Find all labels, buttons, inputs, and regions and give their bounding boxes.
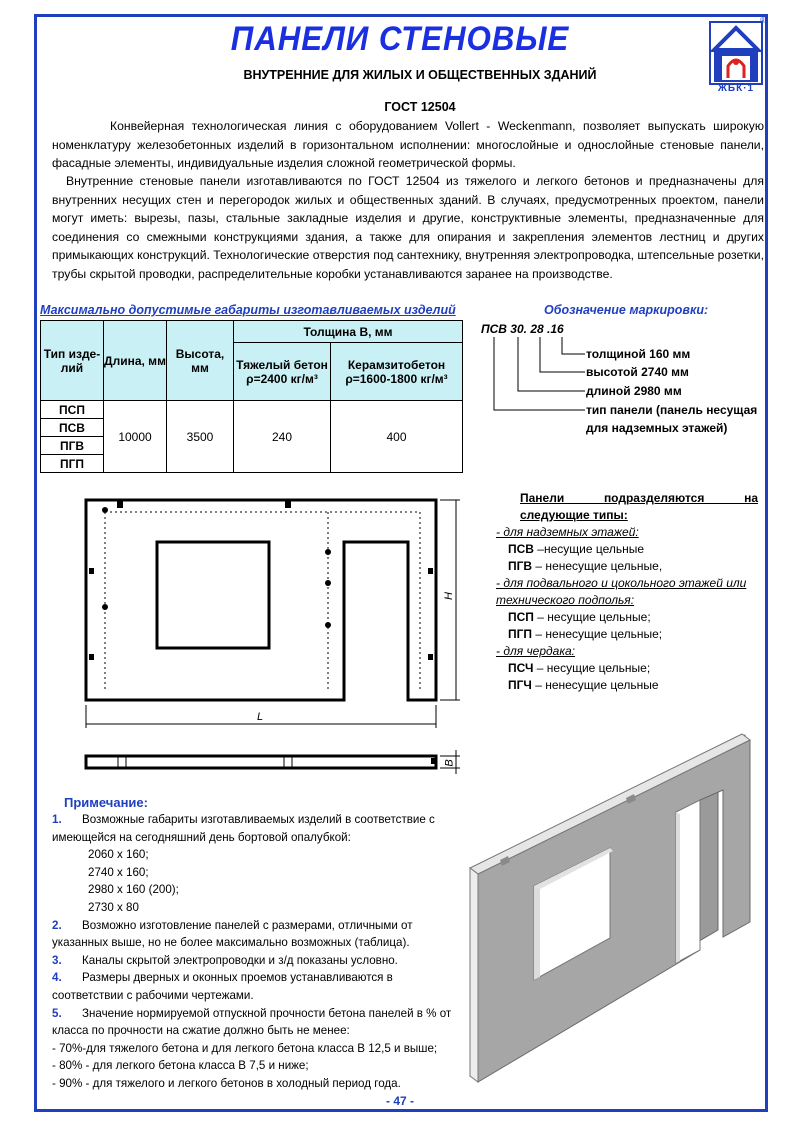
type-cell: ПСП [41, 401, 104, 419]
type-psp [496, 609, 758, 626]
note-text: Размеры дверных и оконных проемов устанавливаются в соответствии с рабочими чертежами. [52, 971, 393, 1002]
note-4 [52, 969, 466, 1004]
note-text: Значение нормируемой отпускной прочности бетона панелей в % от класса по прочности на сжатие должно быть не менее: [52, 1006, 452, 1038]
col-thickness-header: Толщина В, мм [234, 321, 463, 343]
type-psv [496, 541, 758, 558]
note-3 [52, 952, 466, 970]
type-desc: – ненесущие цельные; [532, 627, 663, 641]
type-desc: – несущие цельные; [533, 661, 651, 675]
note-1 [52, 811, 466, 846]
type-desc: – несущие цельные; [533, 610, 651, 624]
size-item: 2730 х 80 [88, 900, 139, 914]
size-item: 2980 х 160 (200); [88, 883, 179, 897]
light-value: 400 [331, 401, 463, 473]
col-type-header: Тип изде-лий [41, 321, 104, 401]
type-cell: ПГП [41, 455, 104, 473]
marking-line-type-cont: для надземных этажей) [586, 421, 728, 435]
type-code: ПСП [508, 610, 534, 624]
page-title: ПАНЕЛИ СТЕНОВЫЕ [230, 20, 570, 58]
table-heading: Максимально допустимые габариты изготавливаемых изделий [40, 303, 456, 317]
heavy-label: Тяжелый бетон [236, 357, 328, 372]
col-light-header [331, 343, 463, 401]
heavy-density: ρ=2400 кг/м³ [246, 371, 318, 386]
note-text: Каналы скрытой электропроводки и з/д показаны условно. [82, 953, 398, 967]
marking-line-type: тип панели (панель несущая [586, 403, 758, 417]
dimensions-table [40, 320, 463, 473]
marking-line-thickness: толщиной 160 мм [586, 347, 691, 361]
type-desc: – ненесущие цельные [531, 678, 659, 692]
page-subtitle: ВНУТРЕННИЕ ДЛЯ ЖИЛЫХ И ОБЩЕСТВЕННЫХ ЗДАНИЙ [243, 68, 597, 82]
col-heavy-header [234, 343, 331, 401]
heavy-value: 240 [234, 401, 331, 473]
type-desc: – ненесущие цельные, [532, 559, 663, 573]
note-text: Возможно изготовление панелей с размерами, отличными от указанных выше, но не более максимально возможных (таблица). [52, 918, 413, 950]
types-heading: Панели подразделяются на следующие типы: [520, 491, 758, 522]
type-code: ПСВ [508, 542, 534, 556]
marking-heading: Обозначение маркировки: [544, 303, 709, 317]
type-code: ПГВ [508, 559, 533, 573]
type-pgp [496, 626, 758, 643]
type-cell: ПСВ [41, 419, 104, 437]
logo-text: ЖБК·1 [717, 83, 755, 94]
marking-code: ПСВ 30. 28 .16 [481, 322, 564, 336]
type-cell: ПГВ [41, 437, 104, 455]
light-density: ρ=1600-1800 кг/м³ [345, 371, 448, 386]
col-height-header: Высота, мм [167, 321, 234, 401]
dimension-label-b: B [443, 759, 456, 767]
note-2 [52, 917, 466, 952]
registered-mark: ® [760, 16, 766, 25]
marking-line-length: длиной 2980 мм [586, 384, 682, 398]
dimension-label-l: L [257, 711, 264, 723]
col-length-header: Длина, мм [104, 321, 167, 401]
dimension-label-h: H [442, 592, 455, 600]
light-label: Керамзитобетон [347, 357, 446, 372]
type-code: ПГП [508, 627, 533, 641]
type-psch [496, 660, 758, 677]
intro-paragraph-1: Конвейерная технологическая линия с оборудованием Vollert - Weckenmann, позволяет выпускать широкую номенклатуру железобетонных изделий в горизонтальном исполнении: многослойные и однослойные стеновые панели, фасадные элементы, индивидуальные изделия сложной геометрической формы. [52, 119, 764, 171]
type-code: ПГЧ [508, 678, 532, 692]
note-number: 1. [52, 813, 62, 826]
gost-label: ГОСТ 12504 [384, 100, 456, 114]
note-5 [52, 1005, 466, 1040]
type-code: ПСЧ [508, 661, 534, 675]
notes-heading: Примечание: [64, 795, 148, 810]
height-value: 3500 [167, 401, 234, 473]
length-value: 10000 [104, 401, 167, 473]
type-pgv [496, 558, 758, 575]
types-group-attic: - для чердака: [496, 644, 576, 658]
types-group-above-ground: - для надземных этажей: [496, 525, 639, 539]
bullet-item: - 90% - для тяжелого и легкого бетонов в холодный период года. [52, 1076, 401, 1090]
note-number: 2. [52, 918, 62, 932]
types-group-basement: - для подвального и цокольного этажей или технического подполья: [496, 576, 747, 607]
bullet-item: - 70%-для тяжелого бетона и для легкого бетона класса В 12,5 и выше; [52, 1041, 438, 1055]
intro-paragraph-2: Внутренние стеновые панели изготавливаются по ГОСТ 12504 из тяжелого и легкого бетонов и предназначены для внутренних несущих стен и перегородок жилых и общественных зданий. В случаях, предусмотренных проектом, панели могут иметь: вырезы, пазы, стальные закладные изделия и другие, конструктивные элементы, предназначенные для соединения со смежными конструкциями здания, а также для опирания и закрепления элементов лестниц и других примыкающих конструкций. Технологические отверстия под сантехнику, внутренняя электропроводка, штепсельные розетки, трубы скрытой проводки, распределительные коробки устанавливаются заранее на производстве. [52, 174, 764, 281]
page-number: - 47 - [385, 1094, 414, 1108]
marking-line-height: высотой 2740 мм [586, 365, 689, 379]
bullet-item: - 80% - для легкого бетона класса В 7,5 и ниже; [52, 1059, 309, 1073]
size-item: 2740 х 160; [88, 865, 149, 879]
size-item: 2060 х 160; [88, 848, 149, 862]
note-number: 4. [52, 971, 62, 985]
panel-types-list [496, 490, 758, 694]
note-text: Возможные габариты изготавливаемых изделий в соответствие с имеющейся на сегодняшний день бортовой опалубкой: [52, 813, 435, 844]
note-number: 5. [52, 1006, 62, 1020]
note-number: 3. [52, 953, 62, 967]
type-desc: –несущие цельные [533, 542, 645, 556]
type-pgch [496, 677, 758, 694]
notes-list [52, 811, 466, 1093]
